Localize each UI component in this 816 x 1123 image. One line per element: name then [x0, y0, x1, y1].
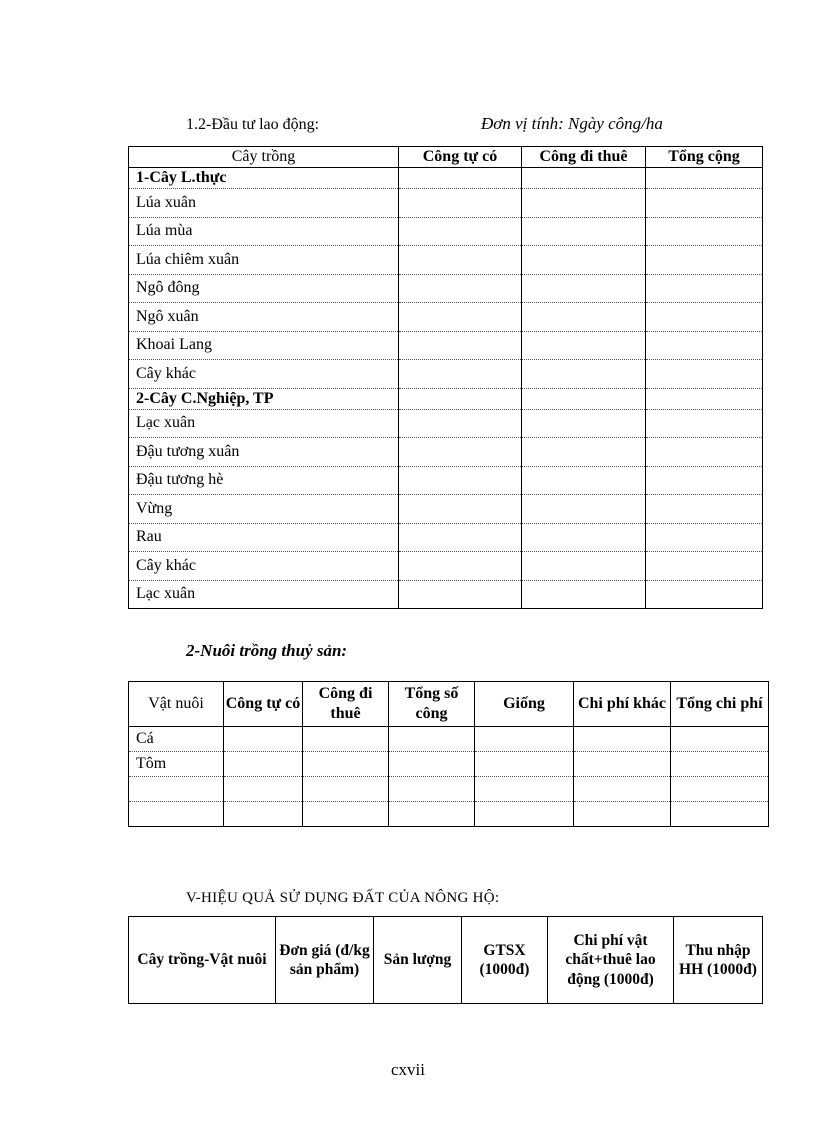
- empty-cell: [399, 495, 522, 524]
- row-label: Khoai Lang: [129, 331, 399, 360]
- empty-cell: [399, 388, 522, 409]
- section-aquaculture-heading: 2-Nuôi trồng thuỷ sản:: [186, 641, 348, 660]
- empty-cell: [646, 552, 763, 581]
- aquaculture-table: [128, 681, 769, 827]
- column-header-own-labor: Công tự có: [399, 147, 522, 168]
- labor-table: [128, 146, 763, 609]
- page-number: cxvii: [391, 1060, 425, 1079]
- empty-cell: [522, 552, 646, 581]
- efficiency-table: [128, 916, 763, 1004]
- empty-cell: [646, 331, 763, 360]
- empty-cell: [646, 523, 763, 552]
- empty-cell: [399, 360, 522, 389]
- empty-cell: [574, 727, 671, 752]
- empty-cell: [303, 752, 389, 777]
- empty-cell: [303, 802, 389, 827]
- column-header-gross-output: GTSX (1000đ): [462, 917, 548, 1004]
- empty-cell: [646, 360, 763, 389]
- empty-cell: [399, 523, 522, 552]
- empty-cell: [646, 438, 763, 467]
- empty-cell: [671, 802, 769, 827]
- empty-cell: [389, 752, 475, 777]
- row-label: Lạc xuân: [129, 409, 399, 438]
- empty-cell: [389, 727, 475, 752]
- empty-cell: [399, 331, 522, 360]
- labor-table-row: [129, 303, 763, 332]
- empty-cell: [399, 274, 522, 303]
- empty-cell: [399, 580, 522, 609]
- empty-cell: [646, 168, 763, 189]
- empty-cell: [522, 168, 646, 189]
- column-header-crop: Cây trồng: [129, 147, 399, 168]
- labor-table-row: [129, 168, 763, 189]
- empty-cell: [522, 360, 646, 389]
- empty-cell: [646, 217, 763, 246]
- column-header-hired-labor: Công đi thuê: [303, 682, 389, 727]
- empty-cell: [303, 777, 389, 802]
- column-header-material-cost: Chi phí vật chất+thuê lao động (1000đ): [548, 917, 674, 1004]
- empty-cell: [389, 802, 475, 827]
- efficiency-table-header: [129, 917, 763, 1004]
- row-label: Lúa mùa: [129, 217, 399, 246]
- column-header-output: Sản lượng: [374, 917, 462, 1004]
- labor-table-row: [129, 466, 763, 495]
- empty-cell: [646, 466, 763, 495]
- labor-table-row: [129, 580, 763, 609]
- row-label: Cá: [129, 727, 224, 752]
- row-label: Lạc xuân: [136, 585, 196, 603]
- row-label: Cây khác: [129, 552, 399, 581]
- row-label: Tôm: [129, 752, 224, 777]
- column-header-hired-labor: Công đi thuê: [522, 147, 646, 168]
- empty-cell: [522, 217, 646, 246]
- row-label: Đậu tương hè: [129, 466, 399, 495]
- column-header-total: Tổng cộng: [646, 147, 763, 168]
- empty-cell: [399, 552, 522, 581]
- section-labor-heading: 1.2-Đầu tư lao động:: [186, 116, 320, 133]
- empty-cell: [399, 303, 522, 332]
- empty-cell: [646, 303, 763, 332]
- empty-cell: [574, 752, 671, 777]
- empty-cell: [646, 409, 763, 438]
- row-label: Lúa xuân: [129, 189, 399, 218]
- empty-cell: [475, 802, 574, 827]
- section-efficiency-heading: V-HIỆU QUẢ SỬ DỤNG ĐẤT CỦA NÔNG HỘ:: [186, 890, 500, 906]
- empty-cell: [574, 777, 671, 802]
- labor-table-row: [129, 331, 763, 360]
- row-label: Lúa chiêm xuân: [129, 246, 399, 275]
- aquaculture-table-row: [129, 777, 769, 802]
- column-header-breed: Giống: [475, 682, 574, 727]
- column-header-other-cost: Chi phí khác: [574, 682, 671, 727]
- empty-cell: [399, 246, 522, 275]
- empty-cell: [522, 523, 646, 552]
- column-header-unit-price: Đơn giá (đ/kg sản phẩm): [276, 917, 374, 1004]
- aquaculture-table-row: [129, 802, 769, 827]
- row-label: [129, 777, 224, 802]
- labor-table-row: [129, 495, 763, 524]
- empty-cell: [399, 168, 522, 189]
- empty-cell: [224, 777, 303, 802]
- column-header-total-cost: Tổng chi phí: [671, 682, 769, 727]
- empty-cell: [671, 777, 769, 802]
- empty-cell: [522, 189, 646, 218]
- row-label: Vừng: [129, 495, 399, 524]
- column-header-net-income: Thu nhập HH (1000đ): [674, 917, 763, 1004]
- column-header-own-labor: Công tự có: [224, 682, 303, 727]
- row-label: [129, 802, 224, 827]
- labor-table-row: [129, 523, 763, 552]
- empty-cell: [224, 752, 303, 777]
- labor-table-row: [129, 388, 763, 409]
- empty-cell: [522, 246, 646, 275]
- empty-cell: [224, 802, 303, 827]
- row-label: 1-Cây L.thực: [129, 168, 399, 189]
- empty-cell: [646, 274, 763, 303]
- labor-table-row: [129, 360, 763, 389]
- column-header-animal: Vật nuôi: [129, 682, 224, 727]
- empty-cell: [389, 777, 475, 802]
- empty-cell: [475, 752, 574, 777]
- empty-cell: [224, 727, 303, 752]
- empty-cell: [646, 580, 763, 609]
- labor-table-row: [129, 409, 763, 438]
- empty-cell: [671, 752, 769, 777]
- labor-table-row: [129, 438, 763, 467]
- empty-cell: [671, 727, 769, 752]
- aquaculture-table-header: [129, 682, 769, 727]
- labor-table-header: [129, 147, 763, 168]
- empty-cell: [399, 438, 522, 467]
- empty-cell: [522, 495, 646, 524]
- empty-cell: [522, 303, 646, 332]
- row-label: Ngô đông: [129, 274, 399, 303]
- empty-cell: [522, 409, 646, 438]
- empty-cell: [522, 388, 646, 409]
- empty-cell: [574, 802, 671, 827]
- section-labor-unit: Đơn vị tính: Ngày công/ha: [481, 114, 663, 133]
- empty-cell: [399, 189, 522, 218]
- row-label: Rau: [129, 523, 399, 552]
- empty-cell: [522, 466, 646, 495]
- empty-cell: [522, 438, 646, 467]
- empty-cell: [399, 466, 522, 495]
- aquaculture-table-row: [129, 752, 769, 777]
- empty-cell: [522, 274, 646, 303]
- labor-table-row: [129, 274, 763, 303]
- row-label: Ngô xuân: [129, 303, 399, 332]
- empty-cell: [303, 727, 389, 752]
- empty-cell: [475, 777, 574, 802]
- aquaculture-table-row: [129, 727, 769, 752]
- row-label: 2-Cây C.Nghiệp, TP: [129, 388, 399, 409]
- column-header-total-workdays: Tổng số công: [389, 682, 475, 727]
- empty-cell: [646, 246, 763, 275]
- empty-cell: [399, 217, 522, 246]
- labor-table-row: [129, 552, 763, 581]
- labor-table-row: [129, 217, 763, 246]
- empty-cell: [522, 331, 646, 360]
- empty-cell: [522, 580, 646, 609]
- column-header-crop-animal: Cây trồng-Vật nuôi: [137, 951, 267, 969]
- row-label: Đậu tương xuân: [129, 438, 399, 467]
- labor-table-row: [129, 189, 763, 218]
- empty-cell: [475, 727, 574, 752]
- labor-table-row: [129, 246, 763, 275]
- row-label: Cây khác: [129, 360, 399, 389]
- empty-cell: [646, 388, 763, 409]
- empty-cell: [646, 189, 763, 218]
- empty-cell: [646, 495, 763, 524]
- empty-cell: [399, 409, 522, 438]
